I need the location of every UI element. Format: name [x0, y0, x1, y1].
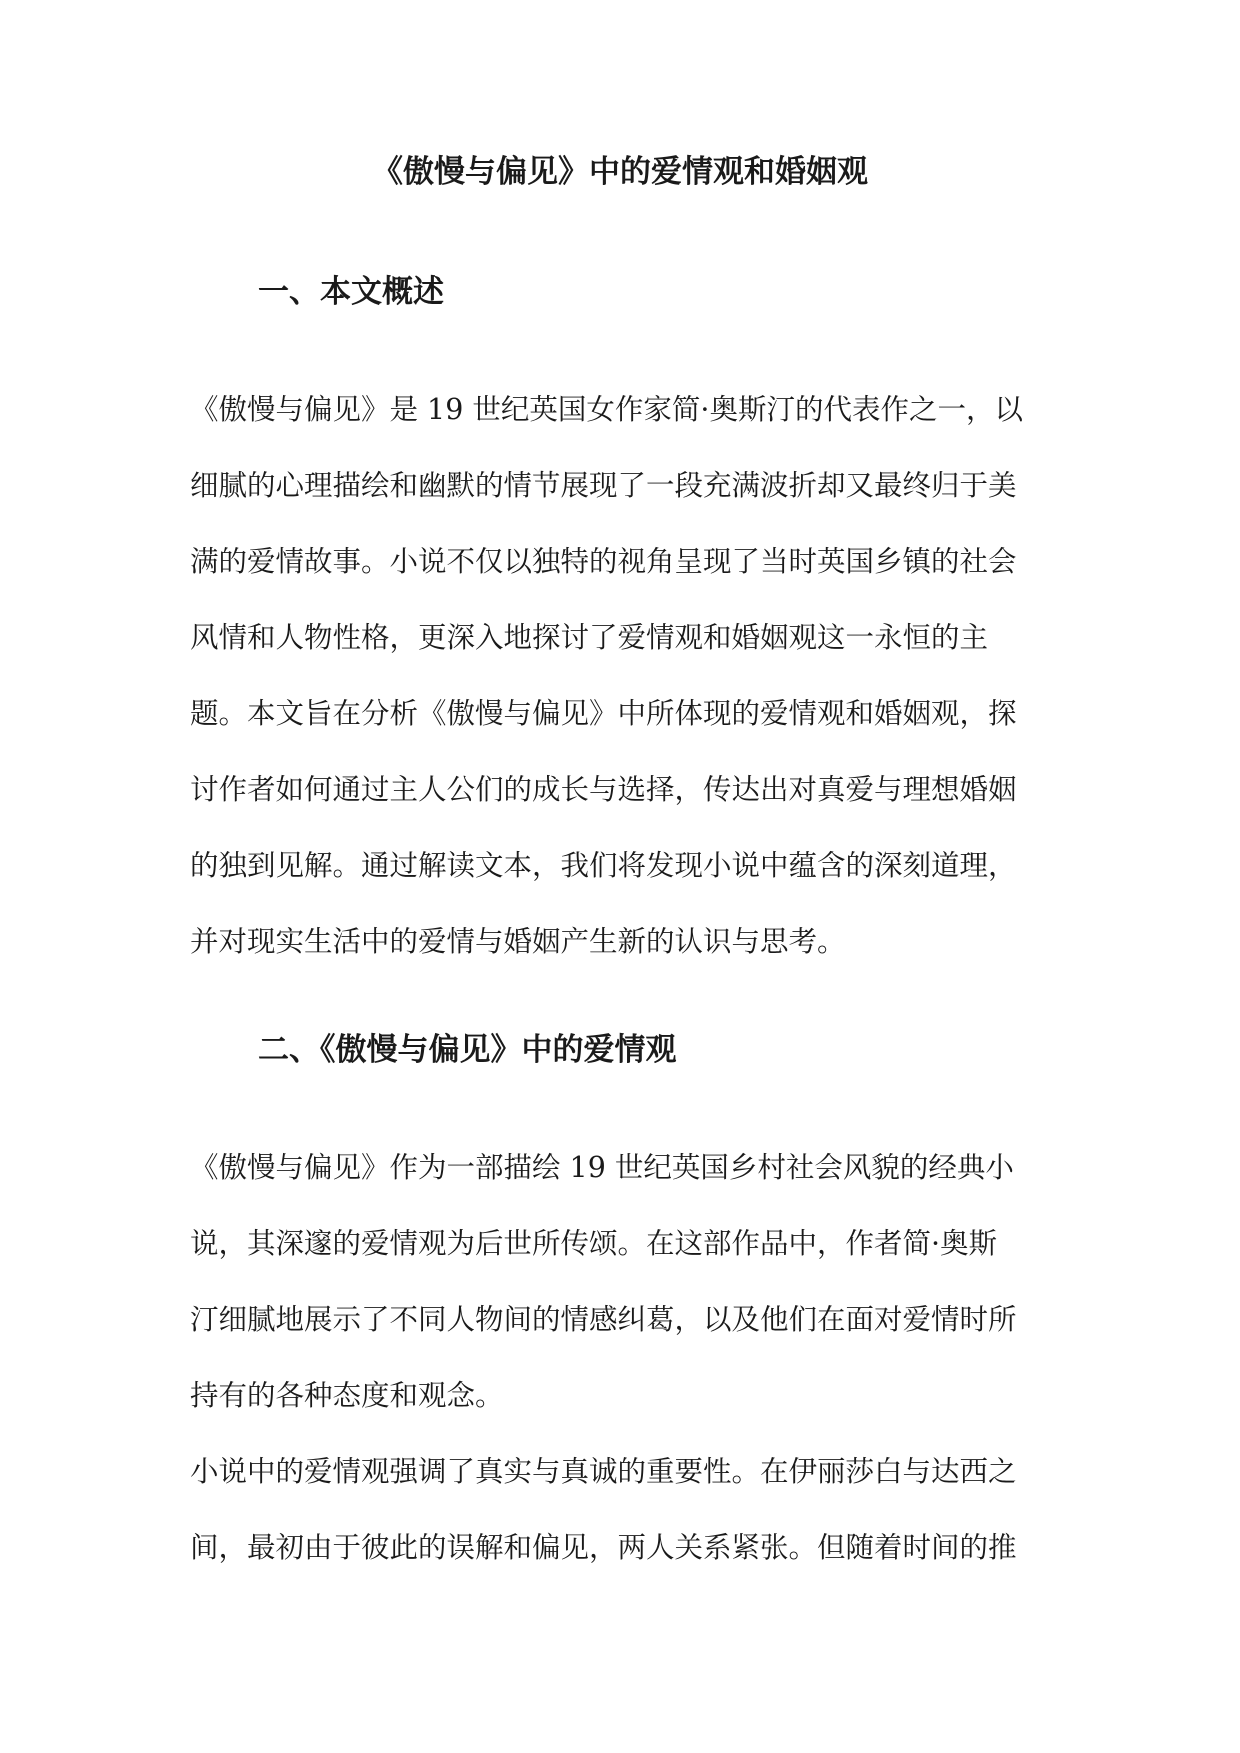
text-line: 细腻的心理描绘和幽默的情节展现了一段充满波折却又最终归于美: [190, 469, 1017, 502]
text-line: 风情和人物性格，更深入地探讨了爱情观和婚姻观这一永恒的主: [190, 621, 989, 654]
text-line: 《傲慢与偏见》是 19 世纪英国女作家简·奥斯汀的代表作之一，以: [190, 393, 1023, 426]
text-line: 《傲慢与偏见》作为一部描绘 19 世纪英国乡村社会风貌的经典小: [190, 1151, 1014, 1184]
paragraph-love-view-intro: [190, 1144, 1060, 1448]
text-line: 汀细腻地展示了不同人物间的情感纠葛，以及他们在面对爱情时所: [190, 1303, 1017, 1336]
text-line: 题。本文旨在分析《傲慢与偏见》中所体现的爱情观和婚姻观，探: [190, 697, 1017, 730]
text-line: 间，最初由于彼此的误解和偏见，两人关系紧张。但随着时间的推: [190, 1531, 1017, 1564]
section-heading-love-view: 二、《傲慢与偏见》中的爱情观: [258, 1032, 677, 1068]
text-line: 并对现实生活中的爱情与婚姻产生新的认识与思考。: [190, 925, 846, 958]
paragraph-overview: [190, 386, 1060, 994]
paragraph-love-view-sincerity: [190, 1448, 1060, 1600]
section-heading-overview: 一、本文概述: [258, 274, 444, 310]
text-line: 小说中的爱情观强调了真实与真诚的重要性。在伊丽莎白与达西之: [190, 1455, 1017, 1488]
document-title: 《傲慢与偏见》中的爱情观和婚姻观: [372, 154, 868, 190]
text-line: 讨作者如何通过主人公们的成长与选择，传达出对真爱与理想婚姻: [190, 773, 1017, 806]
text-line: 满的爱情故事。小说不仅以独特的视角呈现了当时英国乡镇的社会: [190, 545, 1017, 578]
text-line: 的独到见解。通过解读文本，我们将发现小说中蕴含的深刻道理，: [190, 849, 1017, 882]
text-line: 持有的各种态度和观念。: [190, 1379, 504, 1412]
text-line: 说，其深邃的爱情观为后世所传颂。在这部作品中，作者简·奥斯: [190, 1227, 998, 1260]
